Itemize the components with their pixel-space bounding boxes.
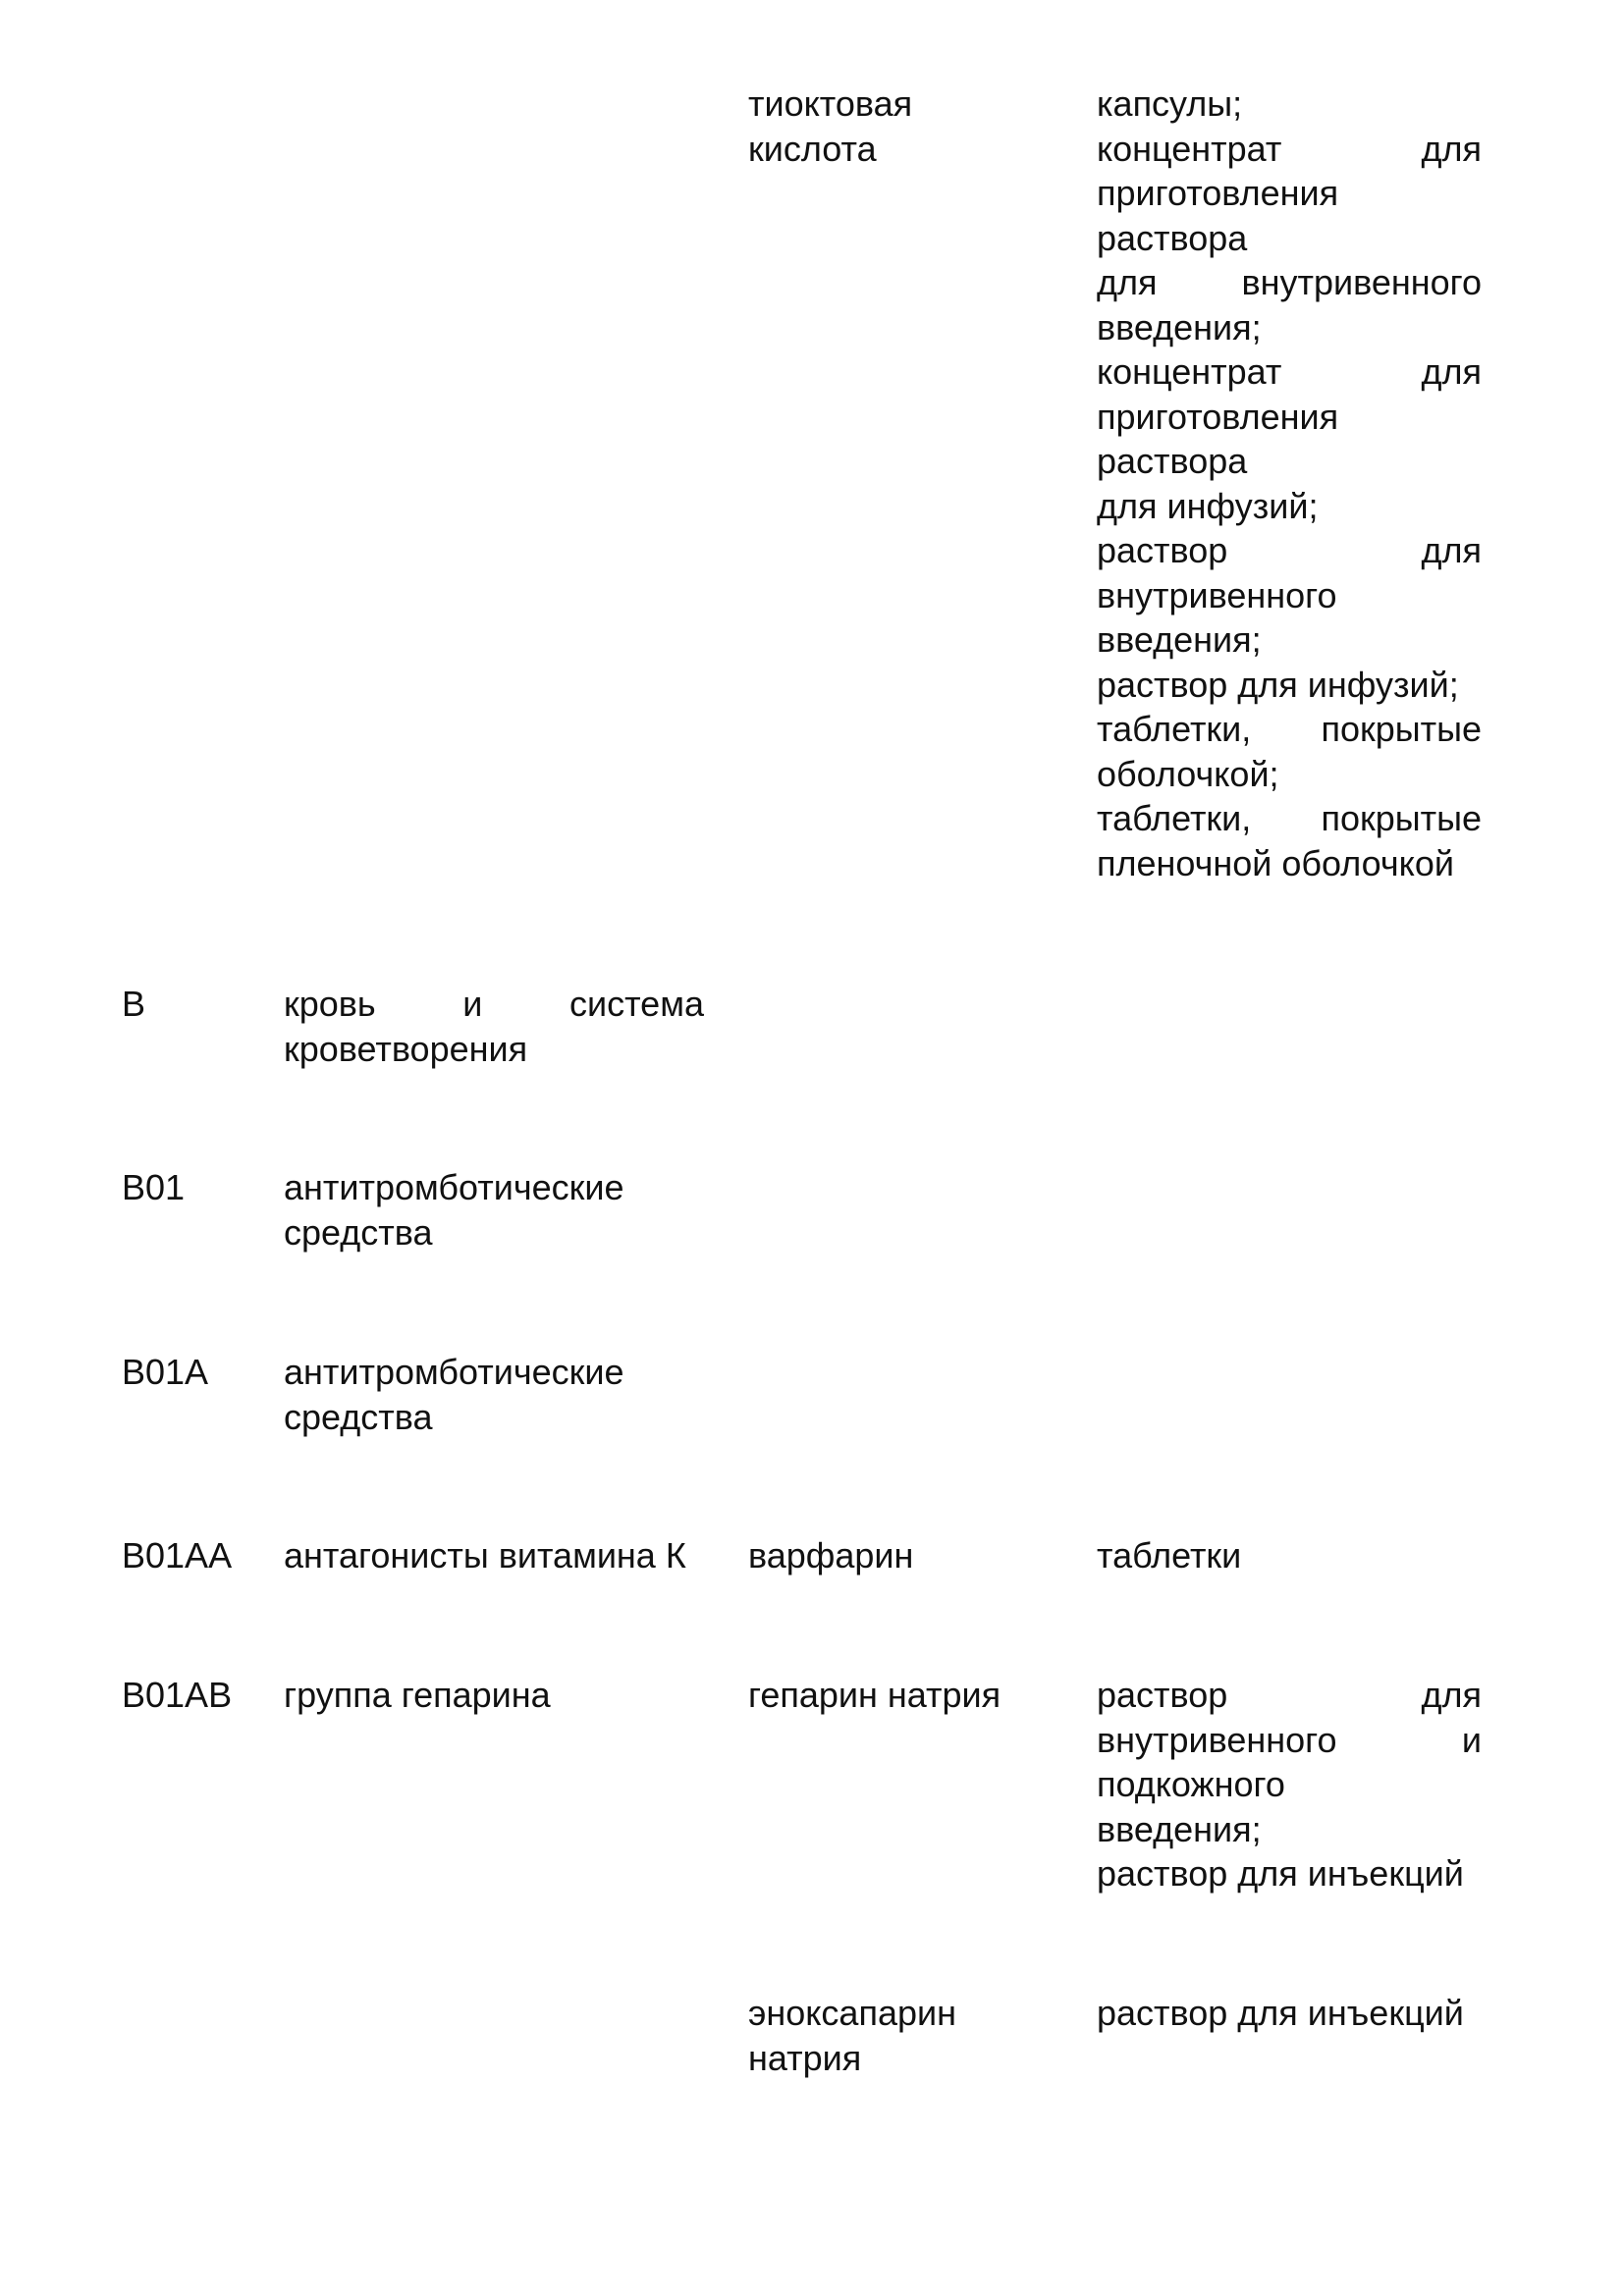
drug-name-line: тиоктовая (748, 83, 913, 124)
drug-name-cell (748, 1533, 1062, 1578)
atc-group-cell (284, 1165, 704, 1255)
atc-code: B01 (122, 1167, 186, 1207)
drug-name-line: кислота (748, 128, 877, 169)
atc-group-line: кроветворения (284, 1028, 528, 1069)
atc-group-line: антитромботические (284, 1352, 624, 1392)
atc-code-cell (122, 1673, 269, 1718)
dosage-form-line: введения; (1097, 306, 1262, 347)
dosage-form-cell (1097, 1673, 1482, 1896)
dosage-form-line: оболочкой; (1097, 753, 1279, 794)
dosage-form-line: пленочной оболочкой (1097, 842, 1454, 883)
dosage-form-line: внутривенного (1097, 574, 1337, 615)
atc-group-line: антитромботические (284, 1167, 624, 1207)
atc-code: B01AB (122, 1675, 233, 1715)
dosage-form-line: для инфузий; (1097, 485, 1319, 526)
dosage-form-line: введения; (1097, 1808, 1262, 1849)
dosage-form-line: капсулы; (1097, 83, 1243, 124)
drug-name-cell (748, 81, 1062, 171)
dosage-form-line: раствор для инъекций (1097, 1853, 1464, 1894)
dosage-form-line: раствора (1097, 441, 1248, 481)
atc-group-line: антагонисты витамина К (284, 1535, 686, 1575)
atc-code-cell (122, 1165, 269, 1210)
atc-code: B (122, 984, 146, 1024)
dosage-form-line: концентрат для (1097, 128, 1482, 169)
dosage-form-line: для внутривенного (1097, 262, 1482, 302)
dosage-form-line: раствор для (1097, 530, 1482, 570)
drug-name-line: натрия (748, 2037, 862, 2078)
atc-group-cell (284, 1350, 704, 1439)
atc-code-cell (122, 1533, 269, 1578)
dosage-form-cell (1097, 81, 1482, 885)
atc-code: B01A (122, 1352, 209, 1392)
dosage-form-line: раствор для (1097, 1675, 1482, 1715)
atc-group-line: средства (284, 1211, 433, 1253)
atc-group-line: группа гепарина (284, 1675, 551, 1715)
atc-code-cell (122, 982, 269, 1027)
dosage-form-line: таблетки, покрытые (1097, 709, 1482, 749)
dosage-form-line: подкожного (1097, 1764, 1285, 1804)
dosage-form-line: приготовления (1097, 173, 1339, 213)
atc-code: B01AA (122, 1535, 233, 1575)
dosage-form-line: приготовления (1097, 396, 1339, 437)
drug-name-line: эноксапарин (748, 1993, 956, 2033)
dosage-form-cell (1097, 1991, 1482, 2036)
drug-name-line: гепарин натрия (748, 1675, 1001, 1715)
atc-group-line: кровь и система (284, 984, 704, 1024)
dosage-form-line: концентрат для (1097, 351, 1482, 392)
atc-group-line: средства (284, 1396, 433, 1437)
dosage-form-line: таблетки (1097, 1535, 1242, 1575)
dosage-form-line: введения; (1097, 619, 1262, 660)
atc-code-cell (122, 1350, 269, 1395)
dosage-form-cell (1097, 1533, 1482, 1578)
atc-group-cell (284, 982, 704, 1071)
atc-group-cell (284, 1533, 704, 1578)
dosage-form-line: раствор для инъекций (1097, 1993, 1464, 2033)
dosage-form-line: раствор для инфузий; (1097, 664, 1459, 705)
drug-name-cell (748, 1673, 1062, 1718)
dosage-form-line: раствора (1097, 217, 1248, 258)
dosage-form-line: внутривенного и (1097, 1719, 1482, 1760)
atc-group-cell (284, 1673, 704, 1718)
drug-name-cell (748, 1991, 1062, 2080)
dosage-form-line: таблетки, покрытые (1097, 798, 1482, 838)
drug-name-line: варфарин (748, 1535, 914, 1575)
